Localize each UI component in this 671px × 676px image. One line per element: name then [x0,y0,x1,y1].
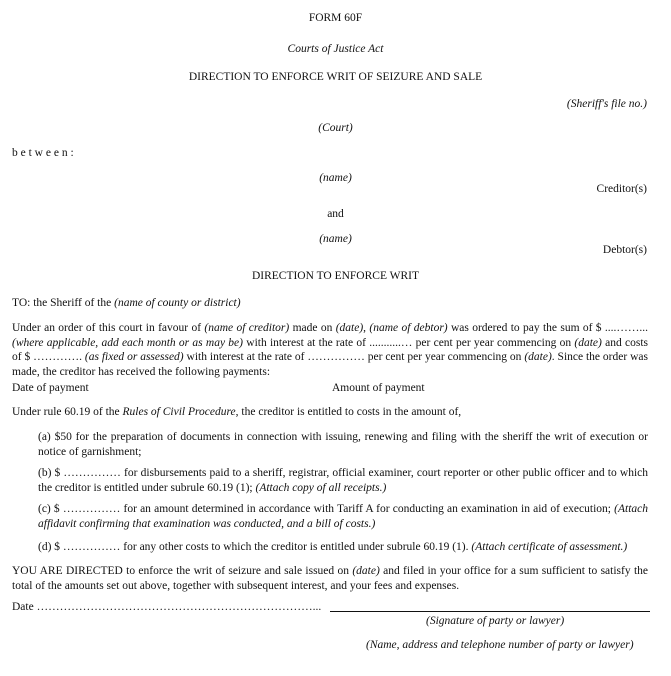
between-label: b e t w e e n : [12,147,74,159]
signature-line [330,611,650,612]
cost-item-c: (c) $ …………… for an amount determined in accordance with Tariff A for conducting an examination in aid of execution; (Attach affidavit confirming that examination was conducted, and a bill of costs.) [38,503,648,530]
form-number: FORM 60F [308,12,363,24]
cost-item-a: (a) $50 for the preparation of documents in connection with issuing, renewing and filing with the sheriff the writ of execution or notice of garnishment; [38,431,648,458]
cost-item-b: (b) $ …………… for disbursements paid to a sheriff, registrar, official examiner, court reporter or other public officer and to which the creditor is entitled under subrule 60.19 (1); (Attach copy of all receipts.) [38,467,648,494]
debtor-name: (name) [319,233,352,245]
court-name: (Court) [318,122,353,134]
to-line: TO: the Sheriff of the (name of county or district) [12,297,241,309]
cost-item-d: (d) $ …………… for any other costs to which the creditor is entitled under subrule 60.19 (1). (Attach certificate of assessment.) [38,541,628,553]
date-line: Date ………………………………………………………………... [12,601,322,613]
direction-paragraph: YOU ARE DIRECTED to enforce the writ of seizure and sale issued on (date) and filed in your office for a sum sufficient to satisfy the total of the amounts set out above, together with subsequent interest, and your fees and expenses. [12,565,648,592]
act-name: Courts of Justice Act [287,43,384,55]
debtor-role: Debtor(s) [602,244,647,256]
amount-of-payment-label: Amount of payment [332,382,425,394]
signature-caption: (Signature of party or lawyer) [426,615,565,627]
contact-caption: (Name, address and telephone number of party or lawyer) [366,639,634,651]
form-title: DIRECTION TO ENFORCE WRIT OF SEIZURE AND SALE [188,71,483,83]
creditor-role: Creditor(s) [596,183,647,195]
costs-intro: Under rule 60.19 of the Rules of Civil Procedure, the creditor is entitled to costs in the amount of, [12,406,462,418]
date-of-payment-label: Date of payment [12,382,89,394]
section-title: DIRECTION TO ENFORCE WRIT [251,270,420,282]
and-separator: and [327,208,344,220]
order-paragraph: Under an order of this court in favour of (name of creditor) made on (date), (name of debtor) was ordered to pay the sum of $ ....……... (where applicable, add each month or as may be) with interest at the rate of ...........… per cent per year commencing on (date) and costs of $ …………. (as fixed or assessed) with interest at the rate of …………… per cent per year commencing on (date). Since the order was made, the creditor has received the following payments: [12,322,649,379]
sheriff-file-no: (Sheriff's file no.) [566,98,647,110]
creditor-name: (name) [319,172,352,184]
